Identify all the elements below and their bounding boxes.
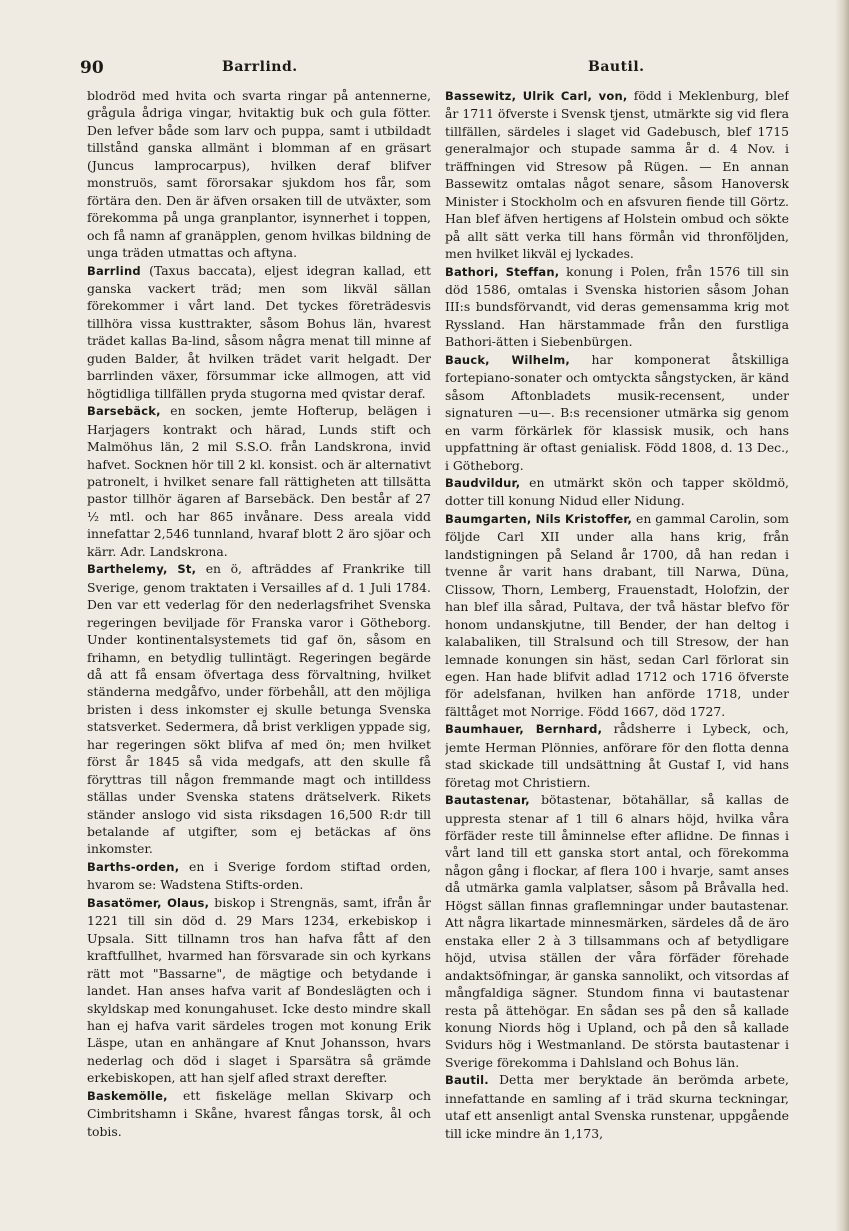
entry-baskemolle: Baskemölle, ett fiskeläge mellan Skivarp och Cimbritshamn i Skåne, hvarest fångas torsk, ål och tobis. — [87, 1087, 431, 1139]
headword: Bauck, Wilhelm, — [445, 352, 570, 367]
headword: Barths-orden, — [87, 859, 180, 874]
headword: Baumgarten, Nils Kristoffer, — [445, 511, 633, 526]
running-head-left: Barrlind. — [222, 59, 298, 75]
entry-baudvildur: Baudvildur, en utmärkt skön och tapper sköldmö, dotter till konung Nidud eller Nidung. — [445, 474, 789, 509]
entry-barrlind: Barrlind (Taxus baccata), eljest idegran kallad, ett ganska vackert träd; men som likväl sällan förekommer i vårt land. Det tyckes företrädesvis tillhöra vissa kusttrakter, såsom Bohus län, hvarest trädet kallas Ba-lind, såsom några menat till minne af guden Balder, åt hvilken trädet varit helgadt. Der barrlinden växer, försummar icke allmogen, att vid högtidliga tillfällen pryda stugorna med qvistar deraf. — [87, 262, 431, 401]
entry-bassewitz: Bassewitz, Ulrik Carl, von, född i Meklenburg, blef år 1711 öfverste i Svensk tjenst, utmärkte sig vid flera tillfällen, särdeles i slaget vid Gadebusch, blef 1715 generalmajor och stupade samma år d. 4 Nov. i träffningen vid Stresow på Rügen. — En annan Bassewitz omtalas något senare, såsom Hanoversk Minister i Stockholm och en afsvuren fiende till Görtz. Han blef äfven hertigens af Holstein ombud och sökte på allt sätt verka till hans förmån vid thronföljden, men hvilket likväl ej lyckades. — [445, 88, 789, 262]
entry-barths-orden: Barths-orden, en i Sverige fordom stiftad orden, hvarom se: Wadstena Stifts-orden. — [87, 858, 431, 893]
headword: Barrlind — [87, 263, 141, 278]
entry-basatomer: Basatömer, Olaus, biskop i Strengnäs, samt, ifrån år 1221 till sin död d. 29 Mars 1234, erkebiskop i Upsala. Sitt tillnamn tros han hafva fått af den kraftfullhet, hvarmed han försvarade sin och kyrkans rätt mot "Bassarne", de mägtige och betydande i landet. Han anses hafva varit af Bondeslägten och i skyldskap med konungahuset. Icke desto mindre skall han ej hafva varit särdeles trogen mot konung Erik Läspe, utan en anhängare af Knut Johansson, hvars nederlag och död i slaget i Sparsätra så grämde erkebiskopen, att han sjelf afled straxt derefter. — [87, 894, 431, 1086]
right-column — [445, 87, 789, 1187]
entry-continuation: blodröd med hvita och svarta ringar på antennerne, grågula ådriga vingar, hvitaktig buk och gula fötter. Den lefver både som larv och puppa, samt i utbildadt tillstånd ganska allmänt i blomman af en gräsart (Juncus lamprocarpus), hvilken deraf blifver monstruös, samt förorsakar sjukdom hos får, som förtära den. Den är äfven orsaken till de utväxter, som förekomma på unga granplantor, isynnerhet i toppen, och få namn af granäpplen, genom hvilkas bildning de unga träden utmattas och aftyna. — [87, 88, 431, 261]
entry-baumgarten: Baumgarten, Nils Kristoffer, en gammal Carolin, som följde Carl XII under alla hans krig, från landstigningen på Seland år 1700, då han redan i tvenne år varit hans drabant, till Narwa, Düna, Clissow, Thorn, Lemberg, Frauenstadt, Holofzin, der han blef illa sårad, Pultava, der två hästar blefvo för honom undanskjutne, till Bender, der han deltog i kalabaliken, till Stralsund och till Stresow, der han lemnade konungen sin häst, sedan Carl förlorat sin egen. Han hade blifvit adlad 1712 och 1716 öfverste för adelsfanan, hvilken han anförde 1718, under fälttåget mot Norrige. Född 1667, död 1727. — [445, 510, 789, 719]
entry-bautastenar: Bautastenar, bötastenar, bötahällar, så kallas de uppresta stenar af 1 till 6 alnars höjd, hvilka våra förfäder reste till åminnelse efter aflidne. De finnas i vårt land till ett ganska stort antal, och förekomma någon gång i flockar, af flera 100 i hvarje, samt anses då utmärka gamla valplatser, såsom på Bråvalla hed. Högst sällan finnas graflemningar under bautastenar. Att några likartade minnesmärken, särdeles då de äro enstaka eller 2 à 3 tillsammans och af betydligare höjd, utvisa ställen der våra förfäder förehade andaktsöfningar, är ganska sannolikt, och vitsordas af mångfaldiga sägner. Stundom finna vi bautastenar resta på ättehögar. En sådan ses på den så kallade konung Niords hög i Upland, och på den så kallade Svidurs hög i Westmanland. De största bautastenar i Sverige förekomma i Dahlsland och Bohus län. — [445, 792, 789, 1070]
running-head-right: Bautil. — [588, 59, 645, 75]
headword: Bassewitz, Ulrik Carl, von, — [445, 89, 628, 103]
headword: Baudvildur, — [445, 475, 521, 490]
entry-baumhauer: Baumhauer, Bernhard, rådsherre i Lybeck, och, jemte Herman Plönnies, anförare för den flotta denna stad skickade till undsättning åt Gustaf I, vid hans företag mot Christiern. — [445, 721, 789, 790]
entry-bautil: Bautil. Detta mer beryktade än berömda arbete, innefattande en samling af i träd skurna teckningar, utaf ett ansenligt antal Svenska runstenar, uppgående till icke mindre än 1,173, — [445, 1072, 789, 1141]
headword: Bautil. — [445, 1073, 489, 1088]
headword: Basatömer, Olaus, — [87, 895, 210, 910]
headword: Bathori, Steffan, — [445, 264, 560, 279]
entry-bathori: Bathori, Steffan, konung i Polen, från 1576 till sin död 1586, omtalas i Svenska historien såsom Johan III:s bundsförvandt, vid deras gemensamma krig mot Ryssland. Han härstammade från den furstliga Bathori-ätten i Siebenbürgen. — [445, 263, 789, 350]
page-header — [0, 58, 849, 78]
headword: Baskemölle, — [87, 1088, 168, 1103]
headword: Barthelemy, St, — [87, 562, 197, 577]
headword: Barsebäck, — [87, 404, 161, 419]
page-number: 90 — [80, 58, 104, 78]
entry-barseback: Barsebäck, en socken, jemte Hofterup, belägen i Harjagers kontrakt och härad, Lunds stift och Malmöhus län, 2 mil S.S.O. från Landskrona, invid hafvet. Socknen hör till 2 kl. konsist. och är alternativt patronelt, i hvilket senare fall rättigheten att tillsätta pastor tillhör ägaren af Barsebäck. Den består af 27 ½ mtl. och har 865 invånare. Dess areala vidd innefattar 2,546 tunnland, hvaraf blott 2 äro sjöar och kärr. Adr. Landskrona. — [87, 403, 431, 559]
entry-bauck: Bauck, Wilhelm, har komponerat åtskilliga fortepiano-sonater och omtyckta sångstycken, är känd såsom Aftonbladets musik-recensent, under signaturen —u—. B:s recensioner utmärka sig genom en varm förkärlek för klassisk musik, och hans uppfattning är oftast genialisk. Född 1808, d. 13 Dec., i Götheborg. — [445, 351, 789, 473]
headword: Bautastenar, — [445, 793, 530, 808]
page-edge-shadow — [835, 0, 849, 1231]
headword: Baumhauer, Bernhard, — [445, 722, 603, 737]
left-column — [87, 87, 431, 1187]
entry-barthelemy: Barthelemy, St, en ö, afträddes af Frankrike till Sverige, genom traktaten i Versailles af d. 1 Juli 1784. Den var ett vederlag för den nederlagsfrihet Svenska regeringen beviljade för Franska varor i Götheborg. Under kontinentalsystemets tid gaf ön, såsom en frihamn, en betydlig tullintägt. Regeringen begärde då att få ensam öfvertaga dess förvaltning, hvilket ständerna medgåfvo, under förbehåll, att den möjliga bristen i dess inkomster ej skulle betunga Svenska statsverket. Sedermera, då brist verkligen yppade sig, har regeringen sökt blifva af med ön; men hvilket först år 1845 så vida medgafs, att den skulle få föryttras till någon fremmande magt och intilldess ställas under Svenska statens drätselverk. Rikets ständer anslogo vid sista riksdagen 16,500 R:dr till betalande af utgifter, som ej betäckas af öns inkomster. — [87, 561, 431, 857]
